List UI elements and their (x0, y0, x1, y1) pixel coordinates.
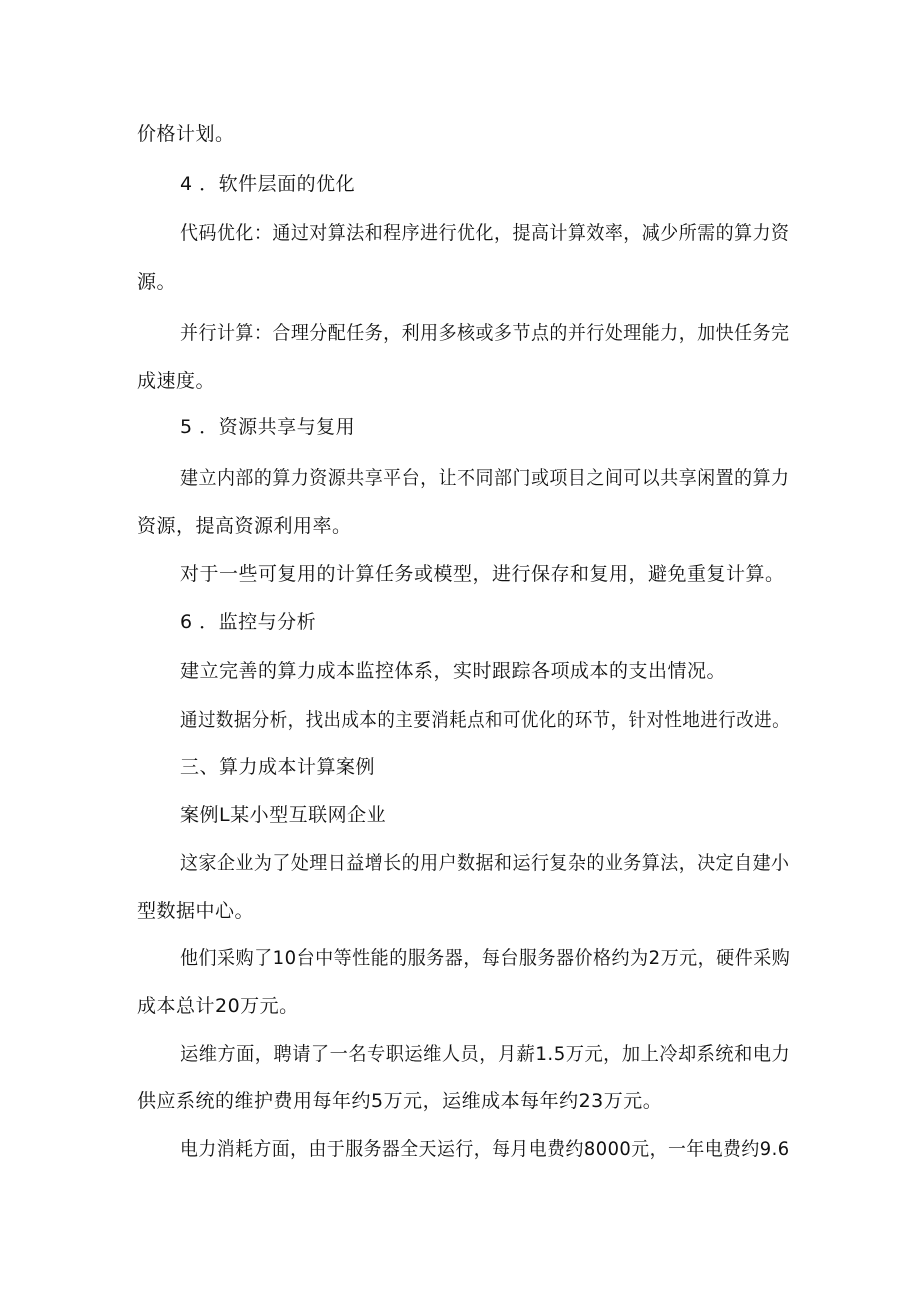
text-line: 他们采购了10台中等性能的服务器，每台服务器价格约为2万元，硬件采购 (180, 947, 791, 969)
section-heading-6: 6 ．监控与分析 (180, 611, 317, 633)
text-line: 运维方面，聘请了一名专职运维人员，月薪1.5万元，加上冷却系统和电力 (180, 1043, 791, 1065)
chapter-heading: 三、算力成本计算案例 (180, 756, 376, 778)
text-line: 电力消耗方面，由于服务器全天运行，每月电费约8000元，一年电费约9.6 (180, 1138, 790, 1160)
text-line: 型数据中心。 (137, 900, 255, 922)
text-line: 通过数据分析，找出成本的主要消耗点和可优化的环节，针对性地进行改进。 (180, 709, 791, 731)
text-line: 成本总计20万元。 (137, 995, 299, 1017)
text-line: 对于一些可复用的计算任务或模型，进行保存和复用，避免重复计算。 (180, 563, 785, 585)
section-heading-4: 4 ．软件层面的优化 (180, 173, 356, 195)
text-line: 价格计划。 (137, 123, 235, 145)
section-heading-5: 5 ．资源共享与复用 (180, 416, 356, 438)
text-line: 成速度。 (137, 370, 216, 392)
text-line: 供应系统的维护费用每年约5万元，运维成本每年约23万元。 (137, 1090, 663, 1112)
text-line: 并行计算：合理分配任务，利用多核或多节点的并行处理能力，加快任务完 (180, 322, 790, 344)
text-line: 源。 (137, 271, 177, 293)
text-line: 建立完善的算力成本监控体系，实时跟踪各项成本的支出情况。 (180, 660, 727, 682)
text-line: 代码优化：通过对算法和程序进行优化，提高计算效率，减少所需的算力资 (180, 222, 790, 244)
text-line: 这家企业为了处理日益增长的用户数据和运行复杂的业务算法，决定自建小 (180, 852, 790, 874)
case-heading: 案例L某小型互联网企业 (180, 804, 387, 826)
text-line: 建立内部的算力资源共享平台，让不同部门或项目之间可以共享闲置的算力 (180, 467, 790, 489)
text-line: 资源，提高资源利用率。 (137, 515, 352, 537)
